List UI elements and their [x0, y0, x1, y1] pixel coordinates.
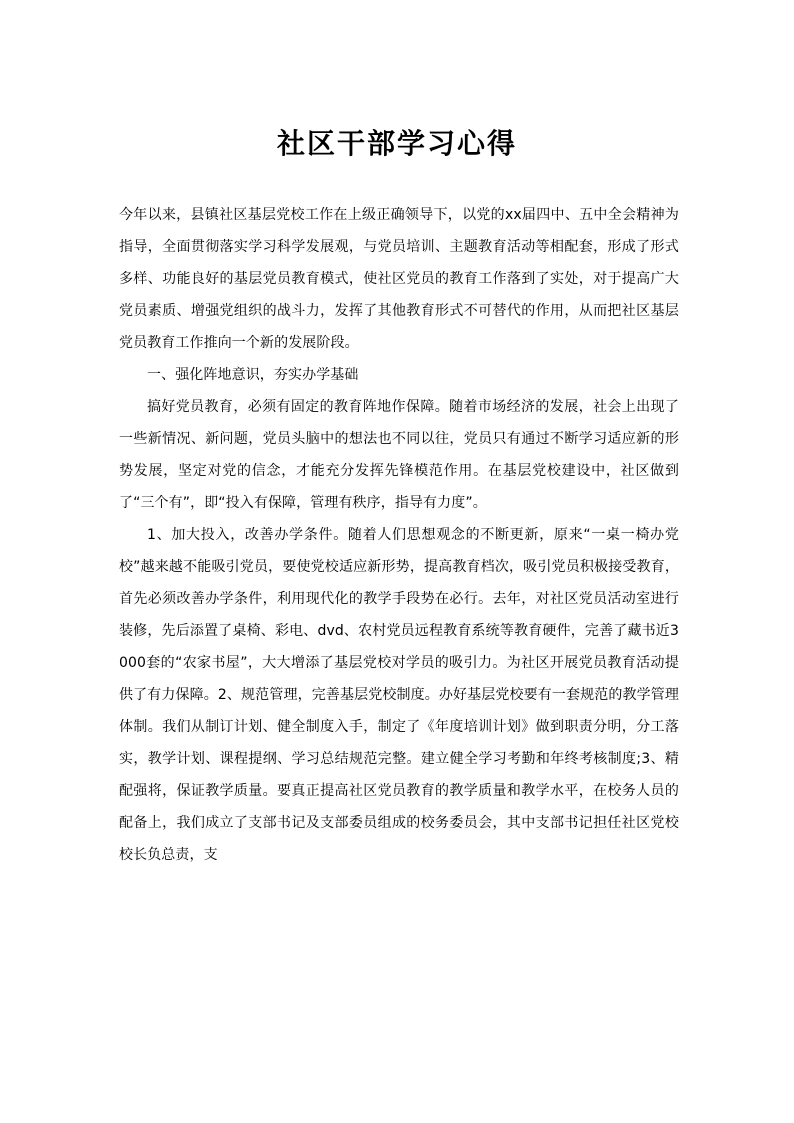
paragraph-intro: 今年以来，县镇社区基层党校工作在上级正确领导下，以党的xx届四中、五中全会精神为指导，全面贯彻落实学习科学发展观，与党员培训、主题教育活动等相配套，形成了形式多样、功能良好的基层党员教育模式，使社区党员的教育工作落到了实处，对于提高广大党员素质、增强党组织的战斗力，发挥了其他教育形式不可替代的作用，从而把社区基层党员教育工作推向一个新的发展阶段。 — [119, 207, 679, 351]
paragraph-education-base: 搞好党员教育，必须有固定的教育阵地作保障。随着市场经济的发展，社会上出现了一些新情况、新问题，党员头脑中的想法也不同以往，党员只有通过不断学习适应新的形势发展，坚定对党的信念，才能充分发挥先锋模范作用。在基层党校建设中，社区做到了“三个有”，即“投入有保障，管理有秩序，指导有力度”。 — [119, 399, 679, 511]
document-title: 社区干部学习心得 — [276, 127, 517, 160]
paragraph-investment: 1、加大投入，改善办学条件。随着人们思想观念的不断更新，原来“一桌一椅办党校”越来越不能吸引党员，要使党校适应新形势，提高教育档次，吸引党员积极接受教育，首先必须改善办学条件，利用现代化的教学手段势在必行。去年，对社区党员活动室进行装修，先后添置了桌椅、彩电、dvd、农村党员远程教育系统等教育硬件，完善了藏书近3000套的“农家书屋”，大大增添了基层党校对学员的吸引力。为社区开展党员教育活动提供了有力保障。2、规范管理，完善基层党校制度。办好基层党校要有一套规范的教学管理体制。我们从制订计划、健全制度入手，制定了《年度培训计划》做到职责分明，分工落实，教学计划、课程提纲、学习总结规范完整。建立健全学习考勤和年终考核制度;3、精配强将，保证教学质量。要真正提高社区党员教育的教学质量和教学水平，在校务人员的配备上，我们成立了支部书记及支部委员组成的校务委员会，其中支部书记担任社区党校校长负总责，支 — [119, 527, 679, 863]
section-heading: 一、强化阵地意识，夯实办学基础 — [147, 367, 359, 383]
document-body — [119, 199, 679, 871]
